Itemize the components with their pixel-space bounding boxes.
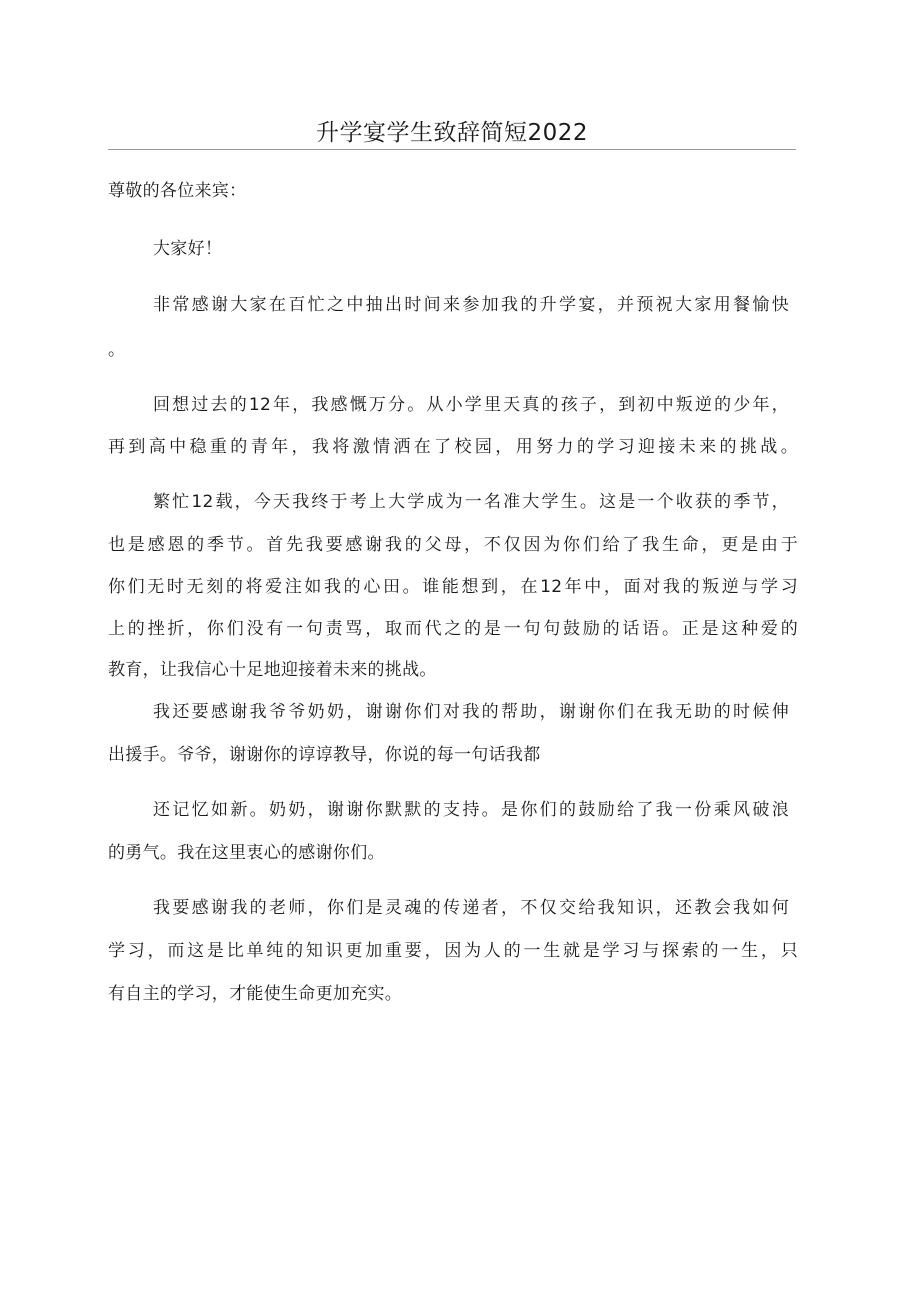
paragraph-line: 还记忆如新。奶奶，谢谢你默默的支持。是你们的鼓励给了我一份乘风破浪 xyxy=(153,800,789,820)
hello-line: 大家好！ xyxy=(153,239,223,259)
paragraph-line: 的勇气。我在这里衷心的感谢你们。 xyxy=(108,843,385,863)
paragraph-line: 出援手。爷爷，谢谢你的谆谆教导，你说的每一句话我都 xyxy=(108,745,541,765)
paragraph-line: 非常感谢大家在百忙之中抽出时间来参加我的升学宴，并预祝大家用餐愉快 xyxy=(153,295,789,315)
paragraph-line: 我要感谢我的老师，你们是灵魂的传递者，不仅交给我知识，还教会我如何 xyxy=(153,898,789,918)
paragraph-line: 有自主的学习，才能使生命更加充实。 xyxy=(108,984,403,1004)
title-divider xyxy=(108,149,796,150)
greeting-line: 尊敬的各位来宾： xyxy=(108,181,247,201)
paragraph-line: 上的挫折，你们没有一句责骂，取而代之的是一句句鼓励的话语。正是这种爱的 xyxy=(108,619,798,639)
paragraph-line: 学习，而这是比单纯的知识更加重要，因为人的一生就是学习与探索的一生，只 xyxy=(108,941,798,961)
paragraph-line: 你们无时无刻的将爱注如我的心田。谁能想到，在12年中，面对我的叛逆与学习 xyxy=(108,577,798,597)
paragraph-line: 繁忙12载，今天我终于考上大学成为一名准大学生。这是一个收获的季节， xyxy=(153,492,789,512)
paragraph-line: 。 xyxy=(108,340,126,360)
paragraph-line: 再到高中稳重的青年，我将激情洒在了校园，用努力的学习迎接未来的挑战。 xyxy=(108,437,798,457)
paragraph-line: 我还要感谢我爷爷奶奶，谢谢你们对我的帮助，谢谢你们在我无助的时候伸 xyxy=(153,702,789,722)
paragraph-line: 也是感恩的季节。首先我要感谢我的父母，不仅因为你们给了我生命，更是由于 xyxy=(108,535,798,555)
paragraph-line: 回想过去的12年，我感慨万分。从小学里天真的孩子，到初中叛逆的少年， xyxy=(153,395,789,415)
paragraph-line: 教育，让我信心十足地迎接着未来的挑战。 xyxy=(108,660,437,680)
document-title: 升学宴学生致辞简短2022 xyxy=(315,120,589,146)
